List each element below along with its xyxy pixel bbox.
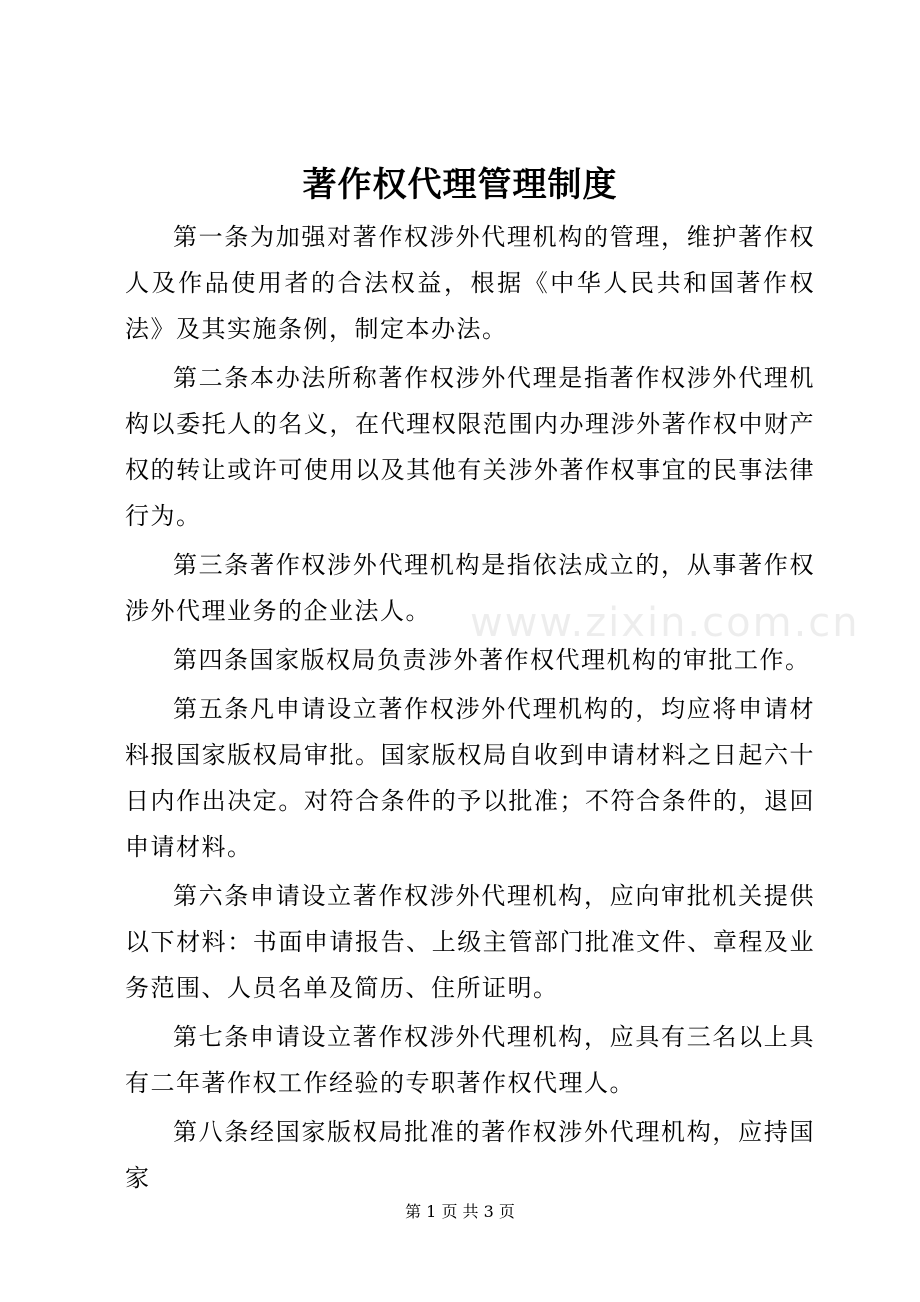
document-body bbox=[125, 214, 815, 1204]
article-3: 第三条著作权涉外代理机构是指依法成立的，从事著作权涉外代理业务的企业法人。 bbox=[125, 551, 815, 625]
article-2: 第二条本办法所称著作权涉外代理是指著作权涉外代理机构以委托人的名义，在代理权限范围内办理涉外著作权中财产权的转让或许可使用以及其他有关涉外著作权事宜的民事法律行为。 bbox=[125, 364, 815, 530]
article-6: 第六条申请设立著作权涉外代理机构，应向审批机关提供以下材料：书面申请报告、上级主管部门批准文件、章程及业务范围、人员名单及简历、住所证明。 bbox=[125, 882, 815, 1002]
watermark: www.zixin.com.cn bbox=[470, 600, 860, 646]
document-title: 著作权代理管理制度 bbox=[302, 165, 618, 205]
page-footer: 第 1 页 共 3 页 bbox=[405, 1202, 515, 1221]
article-7: 第七条申请设立著作权涉外代理机构，应具有三名以上具有二年著作权工作经验的专职著作权代理人。 bbox=[125, 1023, 815, 1097]
article-8: 第八条经国家版权局批准的著作权涉外代理机构，应持国家 bbox=[125, 1118, 815, 1192]
article-5: 第五条凡申请设立著作权涉外代理机构的，均应将申请材料报国家版权局审批。国家版权局自收到申请材料之日起六十日内作出决定。对符合条件的予以批准；不符合条件的，退回申请材料。 bbox=[125, 695, 815, 861]
article-1: 第一条为加强对著作权涉外代理机构的管理，维护著作权人及作品使用者的合法权益，根据《中华人民共和国著作权法》及其实施条例，制定本办法。 bbox=[125, 223, 815, 343]
article-4: 第四条国家版权局负责涉外著作权代理机构的审批工作。 bbox=[173, 646, 811, 674]
